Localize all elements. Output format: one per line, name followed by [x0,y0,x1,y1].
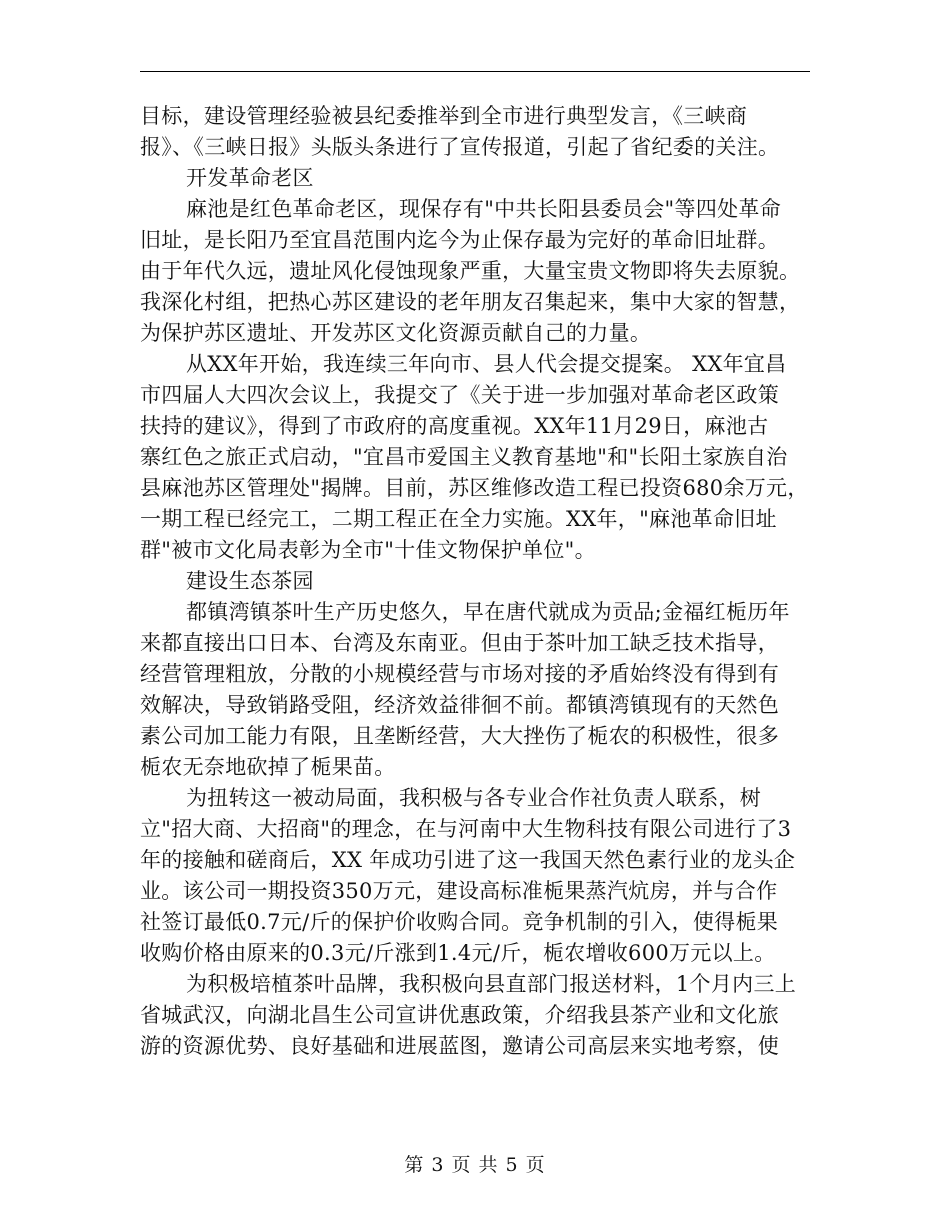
text-line: 素公司加工能力有限，且垄断经营，大大挫伤了栀农的积极性，很多 [140,724,779,748]
document-body [140,101,812,1062]
text-line: 旧址，是长阳乃至宜昌范围内迄今为止保存最为完好的革命旧址群。 [140,228,779,252]
text-line: 市四届人大四次会议上，我提交了《关于进一步加强对革命老区政策 [140,383,779,407]
text-line: 栀农无奈地砍掉了栀果苗。 [140,755,396,779]
text-line: 效解决，导致销路受阻，经济效益徘徊不前。都镇湾镇现有的天然色 [140,693,779,717]
text-line: 社签订最低0.7元/斤的保护价收购合同。竞争机制的引入，使得栀果 [140,910,779,934]
text-line: 来都直接出口日本、台湾及东南亚。但由于茶叶加工缺乏技术指导， [140,631,779,655]
text-line: 寨红色之旅正式启动，"宜昌市爱国主义教育基地"和"长阳土家族自治 [140,445,788,469]
page-footer: 第 3 页 共 5 页 [404,1154,546,1176]
text-line: 经营管理粗放，分散的小规模经营与市场对接的矛盾始终没有得到有 [140,662,779,686]
text-line: 游的资源优势、良好基础和进展蓝图，邀请公司高层来实地考察，使 [140,1034,779,1058]
text-line: 麻池是红色革命老区，现保存有"中共长阳县委员会"等四处革命 [186,197,782,221]
text-line: 报》、《三峡日报》头版头条进行了宣传报道，引起了省纪委的关注。 [140,135,780,159]
text-line: 省城武汉，向湖北昌生公司宣讲优惠政策，介绍我县茶产业和文化旅 [140,1003,779,1027]
text-line: 为扭转这一被动局面，我积极与各专业合作社负责人联系，树 [186,786,762,810]
text-line: 年的接触和磋商后，XX 年成功引进了这一我国天然色素行业的龙头企 [140,848,796,872]
header-rule [140,71,810,72]
text-line: 由于年代久远，遗址风化侵蚀现象严重，大量宝贵文物即将失去原貌。 [140,259,801,283]
text-line: 业。该公司一期投资350万元，建设高标准栀果蒸汽炕房，并与合作 [140,879,778,903]
section-heading: 建设生态茶园 [186,569,314,593]
text-line: 目标，建设管理经验被县纪委推举到全市进行典型发言，《三峡商 [140,104,748,128]
text-line: 收购价格由原来的0.3元/斤涨到1.4元/斤，栀农增收600万元以上。 [140,941,776,965]
text-line: 县麻池苏区管理处"揭牌。目前，苏区维修改造工程已投资680余万元， [140,476,809,500]
text-line: 立"招大商、大招商"的理念，在与河南中大生物科技有限公司进行了3 [140,817,792,841]
text-line: 为保护苏区遗址、开发苏区文化资源贡献自己的力量。 [140,321,652,345]
text-line: 都镇湾镇茶叶生产历史悠久，早在唐代就成为贡品;金福红栀历年 [186,600,790,624]
text-line: 扶持的建议》，得到了市政府的高度重视。XX年11月29日，麻池古 [140,414,769,438]
text-line: 群"被市文化局表彰为全市"十佳文物保护单位"。 [140,538,596,562]
text-line: 一期工程已经完工，二期工程正在全力实施。XX年，"麻池革命旧址 [140,507,777,531]
text-line: 为积极培植茶叶品牌，我积极向县直部门报送材料，1个月内三上 [186,972,797,996]
section-heading: 开发革命老区 [186,166,314,190]
text-line: 从XX年开始，我连续三年向市、县人代会提交提案。 XX年宜昌 [186,352,787,376]
text-line: 我深化村组，把热心苏区建设的老年朋友召集起来，集中大家的智慧， [140,290,801,314]
